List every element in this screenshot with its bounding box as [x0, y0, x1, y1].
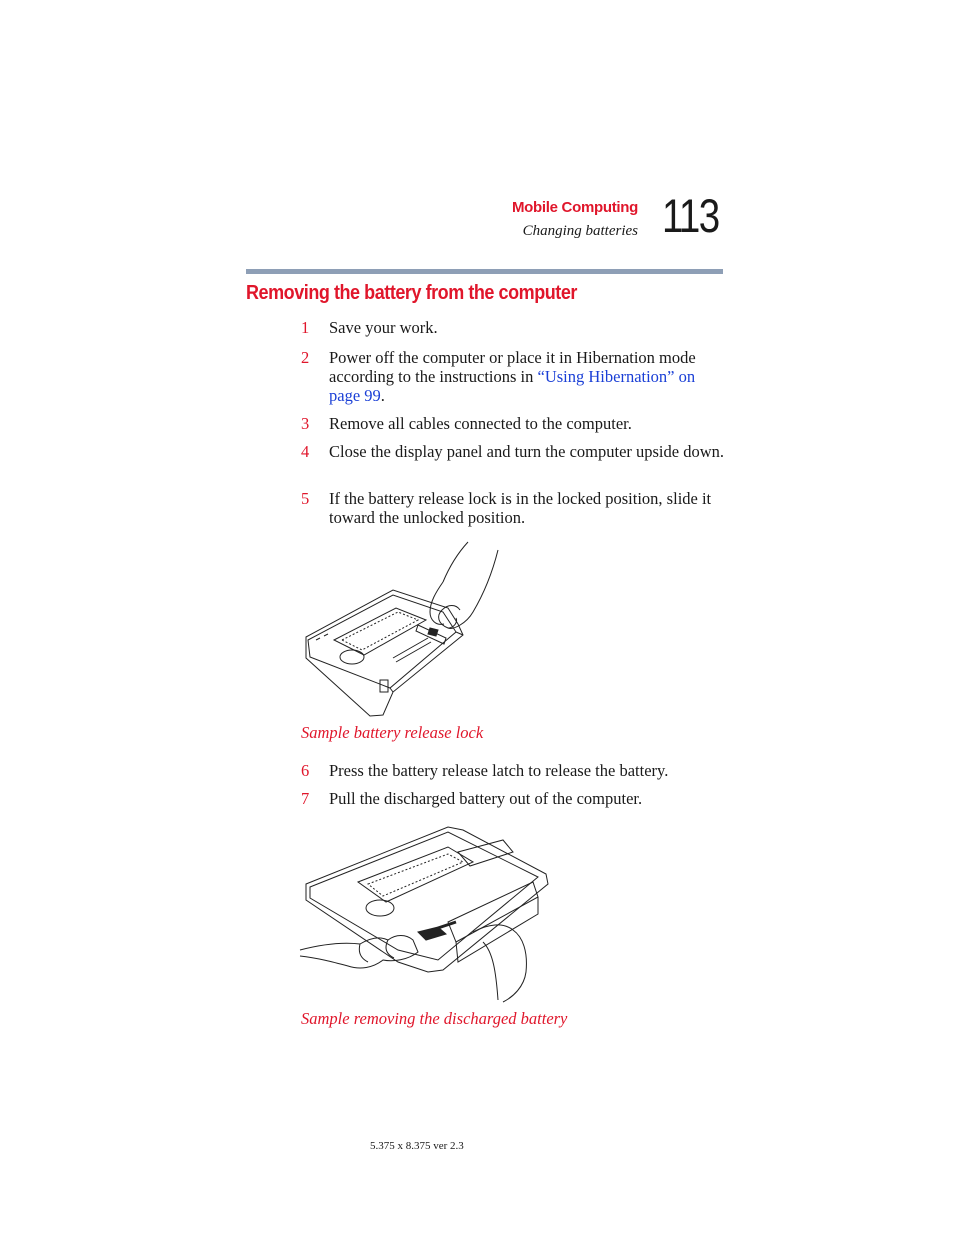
- figure-caption-1: Sample battery release lock: [301, 723, 484, 742]
- step-text: Press the battery release latch to release the battery.: [329, 761, 669, 780]
- step-4: [301, 442, 726, 461]
- step-number: 5: [301, 489, 310, 508]
- step-text: Pull the discharged battery out of the computer.: [329, 789, 643, 808]
- section-rule: [246, 269, 723, 274]
- running-header-section: Mobile Computing: [511, 199, 638, 216]
- section-title: Removing the battery from the computer: [246, 282, 577, 304]
- step-2: [301, 348, 726, 405]
- step-text: If the battery release lock is in the locked position, slide it toward the unlocked position.: [329, 489, 712, 527]
- step-text: Remove all cables connected to the computer.: [329, 414, 632, 433]
- step-text: Close the display panel and turn the computer upside down.: [329, 442, 725, 461]
- step-text: Save your work.: [329, 318, 438, 337]
- step-number: 1: [301, 318, 310, 337]
- removing-battery-illustration: [298, 822, 550, 1004]
- step-6: [301, 761, 726, 780]
- running-header-subsection: Changing batteries: [522, 223, 638, 239]
- step-1: [301, 318, 726, 337]
- figure-caption-2: Sample removing the discharged battery: [301, 1009, 568, 1028]
- battery-release-lock-illustration: [298, 540, 513, 720]
- hibernation-link[interactable]: “Using Hibernation” on page 99: [329, 367, 696, 405]
- page-number: 113: [662, 189, 719, 242]
- step-number: 4: [301, 442, 310, 461]
- step-number: 3: [301, 414, 310, 433]
- footer-version: 5.375 x 8.375 ver 2.3: [370, 1140, 464, 1152]
- step-text: Power off the computer or place it in Hibernation mode according to the instructions in “Using Hibernation” on page 99.: [329, 348, 696, 405]
- step-5: [301, 489, 726, 527]
- step-number: 6: [301, 761, 310, 780]
- step-7: [301, 789, 726, 808]
- step-number: 2: [301, 348, 310, 367]
- step-3: [301, 414, 726, 433]
- step-number: 7: [301, 789, 310, 808]
